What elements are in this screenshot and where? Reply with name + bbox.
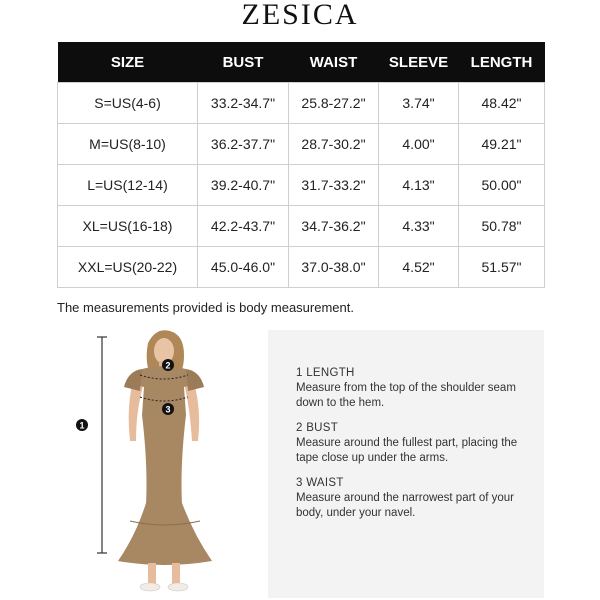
header-size: SIZE [58, 42, 198, 83]
cell-sleeve: 3.74" [379, 83, 459, 124]
table-row [58, 83, 545, 124]
measurement-bust-title: 2 BUST [296, 422, 339, 434]
right-shoe [168, 583, 188, 591]
header-waist: WAIST [289, 42, 379, 83]
cell-sleeve: 4.52" [379, 247, 459, 288]
cell-bust: 45.0-46.0" [198, 247, 289, 288]
dress-bodice [136, 366, 192, 505]
cell-sleeve: 4.13" [379, 165, 459, 206]
left-sleeve [124, 369, 142, 391]
brand-logo: ZESICA [241, 0, 359, 31]
measurement-length-title: 1 LENGTH [296, 367, 355, 379]
table-row [58, 124, 545, 165]
cell-waist: 37.0-38.0" [289, 247, 379, 288]
measurement-length [296, 366, 536, 411]
cell-size: L=US(12-14) [58, 165, 198, 206]
right-sleeve [186, 369, 204, 391]
header-sleeve: SLEEVE [379, 42, 459, 83]
cell-length: 50.00" [459, 165, 545, 206]
cell-size: XXL=US(20-22) [58, 247, 198, 288]
marker-waist-label: 3 [165, 404, 171, 415]
right-leg [172, 563, 180, 585]
header-bust: BUST [198, 42, 289, 83]
cell-bust: 42.2-43.7" [198, 206, 289, 247]
measurement-note: The measurements provided is body measurement. [57, 300, 354, 315]
cell-length: 48.42" [459, 83, 545, 124]
cell-sleeve: 4.33" [379, 206, 459, 247]
cell-waist: 31.7-33.2" [289, 165, 379, 206]
cell-bust: 33.2-34.7" [198, 83, 289, 124]
marker-bust-label: 2 [165, 360, 171, 371]
size-chart-table [57, 42, 545, 288]
marker-length-label: 1 [79, 420, 85, 431]
cell-size: M=US(8-10) [58, 124, 198, 165]
cell-bust: 39.2-40.7" [198, 165, 289, 206]
left-shoe [140, 583, 160, 591]
table-row [58, 206, 545, 247]
table-header-row [58, 42, 545, 83]
cell-length: 49.21" [459, 124, 545, 165]
cell-sleeve: 4.00" [379, 124, 459, 165]
dress-skirt [118, 503, 212, 565]
measurement-length-desc: Measure from the top of the shoulder seam down to the hem. [296, 382, 516, 409]
table-row [58, 247, 545, 288]
cell-size: XL=US(16-18) [58, 206, 198, 247]
measurement-waist [296, 476, 536, 521]
measurement-bust-desc: Measure around the fullest part, placing the tape close up under the arms. [296, 437, 518, 464]
cell-length: 50.78" [459, 206, 545, 247]
model-figure [60, 325, 260, 600]
cell-size: S=US(4-6) [58, 83, 198, 124]
cell-waist: 34.7-36.2" [289, 206, 379, 247]
table-row [58, 165, 545, 206]
cell-bust: 36.2-37.7" [198, 124, 289, 165]
measurement-waist-desc: Measure around the narrowest part of your body, under your navel. [296, 492, 514, 519]
cell-length: 51.57" [459, 247, 545, 288]
left-leg [148, 563, 156, 585]
measurement-bust [296, 421, 536, 466]
measurement-waist-title: 3 WAIST [296, 477, 344, 489]
cell-waist: 28.7-30.2" [289, 124, 379, 165]
header-length: LENGTH [459, 42, 545, 83]
cell-waist: 25.8-27.2" [289, 83, 379, 124]
